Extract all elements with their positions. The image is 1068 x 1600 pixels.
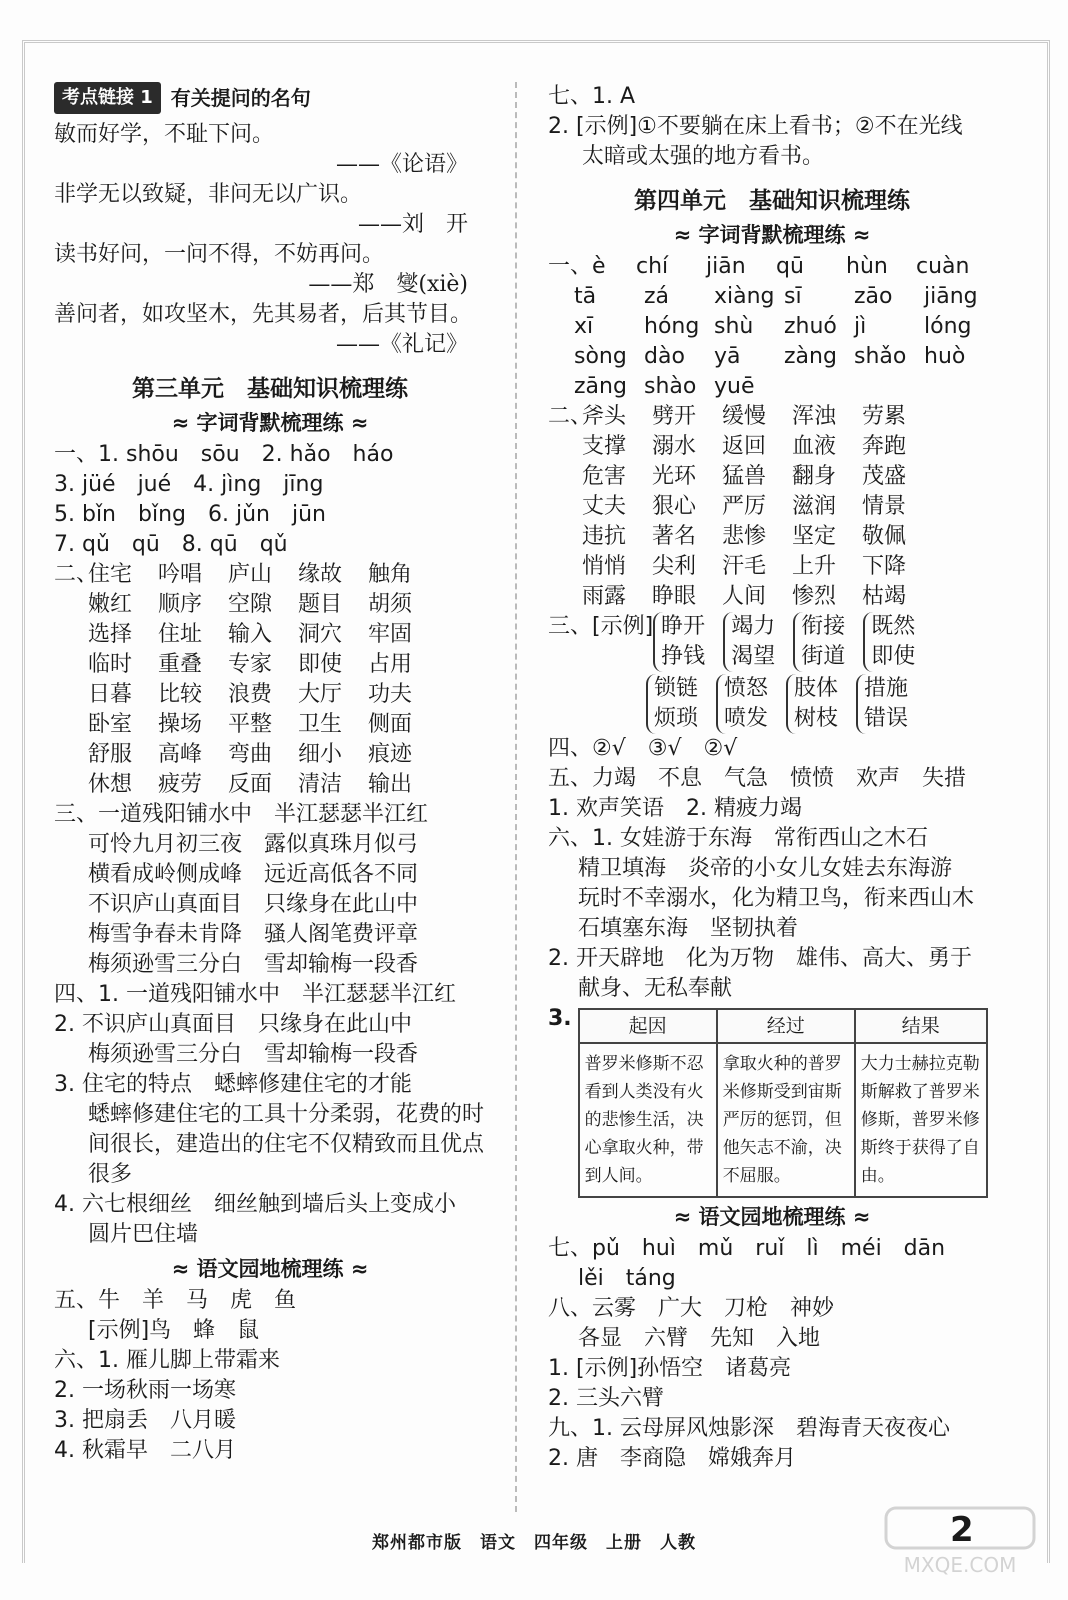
brace-word: 锁链	[654, 676, 699, 701]
answer-label	[54, 680, 88, 710]
answer-line: 不识庐山真面目 只缘身在此山中	[88, 892, 419, 917]
answer-line: 蟋蟀修建住宅的工具十分柔弱，花费的时	[88, 1102, 485, 1127]
word-cell: 缓慢	[722, 404, 767, 429]
answer-line: 圆片巴住墙	[88, 1222, 199, 1247]
story-table-block	[548, 1004, 996, 1198]
answer-line: 七、1. A	[548, 84, 636, 109]
word-row	[54, 620, 486, 650]
story-table	[578, 1008, 988, 1198]
pinyin-cell: jiān	[706, 254, 746, 279]
pinyin-cell: huò	[924, 344, 966, 369]
word-cell: 输入	[228, 622, 273, 647]
word-cell: 猛兽	[722, 464, 767, 489]
answer-line: 六、1. 女娃游于东海 常衔西山之木石	[548, 826, 928, 851]
quote-text: 善问者，如攻坚木，先其易者，后其节目。	[54, 302, 473, 327]
poem-answers	[54, 800, 486, 980]
word-cell: 敬佩	[862, 524, 907, 549]
word-cell: 溺水	[652, 434, 697, 459]
brace-word: 既然	[871, 614, 916, 639]
word-cell: 斧头	[582, 404, 627, 429]
brace-word: 渴望	[731, 644, 776, 669]
ciyu-subtitle: ≈ 字词背默梳理练 ≈	[673, 223, 871, 247]
answer-label	[54, 620, 88, 650]
brace-word: 竭力	[731, 614, 776, 639]
pinyin-cell: dào	[644, 344, 685, 369]
word-cell: 细小	[298, 742, 343, 767]
word-cell: 占用	[368, 652, 413, 677]
pinyin-cell: sòng	[574, 344, 627, 369]
answer-line: 四、②√ ③√ ②√	[548, 736, 738, 761]
word-cell: 缘故	[298, 562, 343, 587]
answer-line: 梅须逊雪三分白 雪却输梅一段香	[88, 952, 419, 977]
pinyin-cell: cuàn	[916, 254, 970, 279]
pinyin-cell: jiāng	[924, 284, 978, 309]
pinyin-row	[548, 252, 996, 282]
yuwen-subtitle: ≈ 语文园地梳理练 ≈	[673, 1205, 871, 1229]
word-cell: 庐山	[228, 562, 273, 587]
word-grid	[54, 560, 486, 800]
answer-line: 横看成岭侧成峰 远近高低各不同	[88, 862, 419, 887]
answer-line: 5. bǐn bǐng 6. jǔn jūn	[54, 502, 326, 527]
table-header: 起因	[579, 1009, 717, 1043]
answer-line: 4. 秋霜早 二八月	[54, 1438, 236, 1463]
brace-group	[786, 674, 838, 734]
pinyin-cell: shào	[644, 374, 697, 399]
watermark-text: MXQE.COM	[903, 1553, 1017, 1577]
pinyin-cell: 一、è	[548, 254, 606, 279]
answer-line: 2. 三头六臂	[548, 1386, 664, 1411]
word-cell: 触角	[368, 562, 413, 587]
pinyin-row	[548, 282, 996, 312]
pinyin-cell: xiàng	[714, 284, 775, 309]
word-row	[54, 590, 486, 620]
word-cell: 支撑	[582, 434, 627, 459]
brace-group	[716, 674, 768, 734]
pinyin-cell: qū	[776, 254, 804, 279]
answer-line: 太暗或太强的地方看书。	[582, 144, 825, 169]
word-cell: 即使	[298, 652, 343, 677]
brace-group	[723, 612, 775, 672]
answer-line: 九、1. 云母屏风烛影深 碧海青天夜夜心	[548, 1416, 950, 1441]
pinyin-cell: zāng	[574, 374, 627, 399]
unit3-title: 第三单元 基础知识梳理练	[132, 376, 408, 402]
word-row	[54, 560, 486, 590]
brace-word: 喷发	[724, 706, 769, 731]
word-cell: 功夫	[368, 682, 413, 707]
answer-label	[548, 492, 582, 522]
answer-line: 2. 开天辟地 化为万物 雄伟、高大、勇于	[548, 946, 972, 971]
answer-line: 3. 把扇丢 八月暖	[54, 1408, 236, 1433]
brace-word: 肢体	[794, 676, 839, 701]
word-cell: 下降	[862, 554, 907, 579]
pinyin-cell: shù	[714, 314, 754, 339]
answer-line: 各显 六臂 先知 入地	[578, 1326, 821, 1351]
word-cell: 牢固	[368, 622, 413, 647]
quote-source: ——刘 开	[357, 212, 468, 237]
word-cell: 光环	[652, 464, 697, 489]
answer-label	[54, 650, 88, 680]
answer-label	[548, 462, 582, 492]
yuwen-subtitle: ≈ 语文园地梳理练 ≈	[171, 1257, 369, 1281]
brace-word: 挣钱	[661, 644, 706, 669]
table-cell: 拿取火种的普罗米修斯受到宙斯严厉的惩罚，但他矢志不渝，决不屈服。	[717, 1043, 855, 1197]
word-cell: 雨露	[582, 584, 627, 609]
kaodian-title: 有关提问的名句	[170, 86, 311, 110]
word-cell: 平整	[228, 712, 273, 737]
word-cell: 汗毛	[722, 554, 767, 579]
word-cell: 卫生	[298, 712, 343, 737]
pinyin-cell: xī	[574, 314, 594, 339]
answer-line: 八、云雾 广大 刀枪 神妙	[548, 1296, 835, 1321]
brace-word: 措施	[864, 676, 909, 701]
word-cell: 嫩红	[88, 592, 133, 617]
brace-word: 烦琐	[654, 706, 699, 731]
answer-label	[54, 770, 88, 800]
answer-line: 玩时不幸溺水，化为精卫鸟，衔来西山木	[578, 886, 975, 911]
answer-line: 3. 住宅的特点 蟋蟀修建住宅的才能	[54, 1072, 412, 1097]
quote-source: ——《礼记》	[335, 332, 468, 357]
answer-line: 4. 六七根细丝 细丝触到墙后头上变成小	[54, 1192, 456, 1217]
answer-line: 7. qǔ qū 8. qū qǔ	[54, 532, 288, 557]
table-header: 结果	[855, 1009, 987, 1043]
page-number: 2	[950, 1510, 974, 1550]
pinyin-row	[548, 342, 996, 372]
table-number: 3.	[548, 1006, 572, 1031]
word-cell: 丈夫	[582, 494, 627, 519]
word-row	[548, 462, 996, 492]
word-cell: 人间	[722, 584, 767, 609]
answer-line: 1. [示例]孙悟空 诸葛亮	[548, 1356, 792, 1381]
word-row	[548, 432, 996, 462]
word-cell: 情景	[862, 494, 907, 519]
word-cell: 洞穴	[298, 622, 343, 647]
answer-line: 七、pǔ huì mǔ ruǐ lì méi dān	[548, 1236, 946, 1261]
answer-label: 二、	[54, 562, 99, 587]
table-cell: 普罗米修斯不忍看到人类没有火的悲惨生活，决心拿取火种，带到人间。	[579, 1043, 717, 1197]
answer-label: 三、[示例]	[548, 614, 654, 639]
word-cell: 尖利	[652, 554, 697, 579]
word-cell: 翻身	[792, 464, 837, 489]
word-grid	[548, 402, 996, 612]
word-cell: 专家	[228, 652, 273, 677]
answer-line: 2. [示例]①不要躺在床上看书；②不在光线	[548, 114, 963, 139]
answer-label	[548, 522, 582, 552]
answer-line: 间很长，建造出的住宅不仅精致而且优点	[88, 1132, 485, 1157]
answer-line: 六、1. 雁儿脚上带霜来	[54, 1348, 280, 1373]
word-cell: 劈开	[652, 404, 697, 429]
answer-line: 五、牛 羊 马 虎 鱼	[54, 1288, 297, 1313]
word-cell: 著名	[652, 524, 697, 549]
answer-line: 2. 不识庐山真面目 只缘身在此山中	[54, 1012, 412, 1037]
word-cell: 狠心	[652, 494, 697, 519]
brace-group	[863, 612, 915, 672]
word-cell: 返回	[722, 434, 767, 459]
word-cell: 空隙	[228, 592, 273, 617]
word-cell: 反面	[228, 772, 273, 797]
word-row	[548, 582, 996, 612]
answer-line: 一、1. shōu sōu 2. hǎo háo	[54, 442, 394, 467]
answer-line: 梅雪争春未肯降 骚人阁笔费评章	[88, 922, 419, 947]
word-cell: 严厉	[722, 494, 767, 519]
brace-group	[646, 674, 698, 734]
answer-line: 精卫填海 炎帝的小女儿女娃去东海游	[578, 856, 953, 881]
word-cell: 危害	[582, 464, 627, 489]
word-row	[54, 680, 486, 710]
answer-line: 献身、无私奉献	[578, 976, 733, 1001]
word-cell: 枯竭	[862, 584, 907, 609]
word-row	[54, 770, 486, 800]
word-cell: 劳累	[862, 404, 907, 429]
answer-label	[548, 552, 582, 582]
pinyin-answers	[54, 440, 486, 560]
brace-group	[856, 674, 908, 734]
quote-source: ——《论语》	[335, 152, 468, 177]
pinyin-cell: zhuó	[784, 314, 837, 339]
brace-word: 睁开	[661, 614, 706, 639]
word-cell: 奔跑	[862, 434, 907, 459]
ciyu-subtitle: ≈ 字词背默梳理练 ≈	[171, 411, 369, 435]
answer-line: 梅须逊雪三分白 雪却输梅一段香	[88, 1042, 419, 1067]
pinyin-cell: yuē	[714, 374, 755, 399]
answer-line: 2. 唐 李商隐 嫦娥奔月	[548, 1446, 796, 1471]
column-divider	[515, 82, 517, 1512]
answer-line: 可怜九月初三夜 露似真珠月似弓	[88, 832, 419, 857]
answer-label	[548, 432, 582, 462]
left-column	[54, 82, 486, 1466]
brace-word: 错误	[864, 706, 909, 731]
pinyin-cell: hóng	[644, 314, 700, 339]
word-cell: 卧室	[88, 712, 133, 737]
pinyin-cell: shǎo	[854, 344, 907, 369]
answer-label: 二、	[548, 404, 593, 429]
brace-answers	[548, 612, 996, 734]
footer-edition: 郑州都市版 语文 四年级 上册 人教	[372, 1533, 696, 1553]
watermark-logo	[880, 1500, 1040, 1580]
word-cell: 滋润	[792, 494, 837, 519]
word-cell: 比较	[158, 682, 203, 707]
word-cell: 舒服	[88, 742, 133, 767]
word-cell: 高峰	[158, 742, 203, 767]
word-cell: 疲劳	[158, 772, 203, 797]
pinyin-cell: zá	[644, 284, 670, 309]
answer-line: 3. jüé jué 4. jìng jīng	[54, 472, 324, 497]
pinyin-cell: hùn	[846, 254, 888, 279]
pinyin-cell: chí	[636, 254, 669, 279]
quote-text: 读书好问，一问不得，不妨再问。	[54, 242, 385, 267]
word-cell: 悄悄	[582, 554, 627, 579]
quote-text: 敏而好学，不耻下问。	[54, 122, 275, 147]
word-row	[548, 552, 996, 582]
word-cell: 住宅	[88, 562, 133, 587]
word-cell: 临时	[88, 652, 133, 677]
right-column	[548, 82, 996, 1474]
brace-group	[653, 612, 705, 672]
word-row	[54, 710, 486, 740]
quote-text: 非学无以致疑，非问无以广识。	[54, 182, 363, 207]
answer-line: 五、力竭 不息 气急 愤愤 欢声 失措	[548, 766, 967, 791]
word-row	[54, 650, 486, 680]
quote-source: ——郑 燮(xiè)	[308, 272, 468, 297]
answer-line: 四、1. 一道残阳铺水中 半江瑟瑟半江红	[54, 982, 456, 1007]
word-row	[54, 740, 486, 770]
answer-label	[54, 590, 88, 620]
link-header	[54, 82, 486, 114]
brace-word: 树枝	[794, 706, 839, 731]
word-cell: 题目	[298, 592, 343, 617]
word-cell: 清洁	[298, 772, 343, 797]
word-cell: 重叠	[158, 652, 203, 677]
pinyin-cell: zàng	[784, 344, 837, 369]
word-cell: 上升	[792, 554, 837, 579]
word-cell: 选择	[88, 622, 133, 647]
pinyin-grid	[548, 252, 996, 402]
answer-line: 2. 一场秋雨一场寒	[54, 1378, 236, 1403]
pinyin-cell: sī	[784, 284, 802, 309]
word-cell: 痕迹	[368, 742, 413, 767]
word-cell: 坚定	[792, 524, 837, 549]
word-cell: 浑浊	[792, 404, 837, 429]
brace-word: 即使	[871, 644, 916, 669]
word-cell: 输出	[368, 772, 413, 797]
table-header: 经过	[717, 1009, 855, 1043]
word-row	[548, 522, 996, 552]
word-cell: 茂盛	[862, 464, 907, 489]
answer-line: lěi táng	[578, 1266, 676, 1291]
answer-line: [示例]鸟 蜂 鼠	[88, 1318, 260, 1343]
unit4-title: 第四单元 基础知识梳理练	[634, 188, 910, 214]
answer-line: 三、一道残阳铺水中 半江瑟瑟半江红	[54, 802, 429, 827]
pinyin-cell: zāo	[854, 284, 893, 309]
word-cell: 顺序	[158, 592, 203, 617]
answer-line: 石填塞东海 坚韧执着	[578, 916, 799, 941]
word-cell: 住址	[158, 622, 203, 647]
answer-label	[54, 710, 88, 740]
word-cell: 浪费	[228, 682, 273, 707]
word-row	[548, 492, 996, 522]
word-cell: 血液	[792, 434, 837, 459]
brace-word: 衔接	[801, 614, 846, 639]
pinyin-cell: tā	[574, 284, 597, 309]
word-row	[548, 402, 996, 432]
word-cell: 睁眼	[652, 584, 697, 609]
word-cell: 侧面	[368, 712, 413, 737]
word-cell: 大厅	[298, 682, 343, 707]
pinyin-row	[548, 312, 996, 342]
answer-line: 很多	[88, 1162, 133, 1187]
word-cell: 弯曲	[228, 742, 273, 767]
table-cell: 大力士赫拉克勒斯解救了普罗米修斯，普罗米修斯终于获得了自由。	[855, 1043, 987, 1197]
quote-list	[54, 120, 486, 360]
kaodian-tag: 考点链接 1	[54, 82, 161, 114]
word-cell: 胡须	[368, 592, 413, 617]
word-cell: 惨烈	[792, 584, 837, 609]
word-cell: 吟唱	[158, 562, 203, 587]
answer-line: 1. 欢声笑语 2. 精疲力竭	[548, 796, 802, 821]
brace-word: 愤怒	[724, 676, 769, 701]
brace-group	[793, 612, 845, 672]
pinyin-cell: lóng	[924, 314, 972, 339]
word-cell: 日暮	[88, 682, 133, 707]
brace-word: 街道	[801, 644, 846, 669]
pinyin-row	[548, 372, 996, 402]
answer-label	[54, 740, 88, 770]
word-cell: 休想	[88, 772, 133, 797]
pinyin-cell: jì	[854, 314, 867, 339]
pinyin-cell: yā	[714, 344, 741, 369]
word-cell: 操场	[158, 712, 203, 737]
word-cell: 悲惨	[722, 524, 767, 549]
answer-label	[548, 582, 582, 612]
reading-answers	[54, 980, 486, 1250]
word-cell: 违抗	[582, 524, 627, 549]
